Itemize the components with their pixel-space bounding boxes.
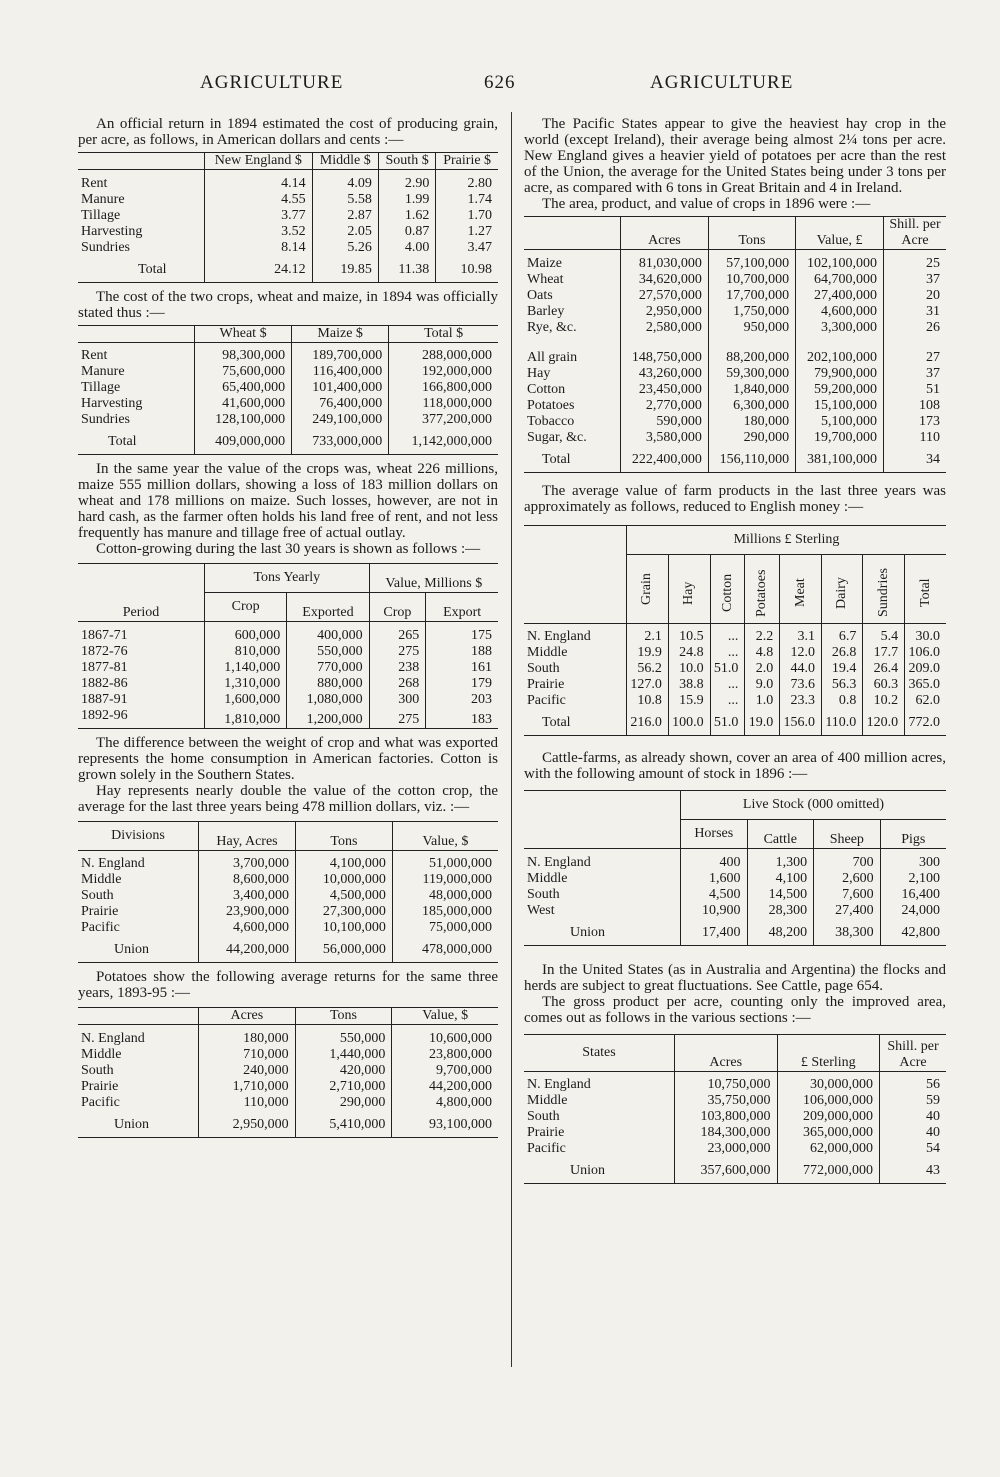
table-row: Manure 75,600,000 116,400,000 192,000,000 xyxy=(78,364,498,380)
col-header: Divisions xyxy=(111,827,165,843)
livestock-table xyxy=(524,790,946,946)
potato-table xyxy=(78,1007,498,1138)
table-row: Sugar, &c. 3,580,000 290,000 19,700,000 110 xyxy=(524,430,946,446)
table-row: N. England 10,750,000 30,000,000 56 xyxy=(524,1077,946,1093)
col-header: Middle $ xyxy=(312,153,378,170)
col-header: Total $ xyxy=(389,325,498,342)
table-row: Tillage 65,400,000 101,400,000 166,800,000 xyxy=(78,380,498,396)
col-header: Tons xyxy=(708,217,795,250)
table-row: Pacific 23,000,000 62,000,000 54 xyxy=(524,1141,946,1157)
col-header: Exported xyxy=(287,593,369,622)
paragraph: In the same year the value of the crops was, wheat 226 millions, maize 555 million dollars, showing a loss of 183 million dollars on wheat and 178 millions on maize. Such losses, however, are not in hard cash, as the farmer often holds his land free of rent, and not less frequently has manure and tillage free of actual outlay. xyxy=(78,461,498,541)
table-row: Potatoes 2,770,000 6,300,000 15,100,000 108 xyxy=(524,398,946,414)
table-row: 1887-91 1,600,000 1,080,000 300 203 xyxy=(78,692,498,708)
col-header: Dairy xyxy=(834,576,850,609)
paragraph: The Pacific States appear to give the heaviest hay crop in the world (except Ireland), their average being almost 2¼ tons per acre. New England gives a heavier yield of potatoes per acre than the rest of the Union, the average for the United States being under 3 tons per acre, as compared with 6 tons in Great Britain and 4 in Ireland. xyxy=(524,116,946,196)
table-row: Prairie 127.0 38.8 ... 9.0 73.6 56.3 60.3 365.0 xyxy=(524,677,946,693)
left-column xyxy=(78,116,498,1138)
total-row: Union 17,400 48,200 38,300 42,800 xyxy=(524,919,946,946)
col-header: Cotton xyxy=(719,573,735,612)
col-header: Grain xyxy=(639,572,655,605)
table-row: Middle 35,750,000 106,000,000 59 xyxy=(524,1093,946,1109)
table-row: Prairie 1,710,000 2,710,000 44,200,000 xyxy=(78,1079,498,1095)
col-header: Value, $ xyxy=(392,1008,498,1025)
running-head-left: AGRICULTURE xyxy=(200,72,344,93)
col-header: Acres xyxy=(675,1034,778,1071)
col-header: Prairie $ xyxy=(436,153,498,170)
table-row: Sundries 128,100,000 249,100,000 377,200,000 xyxy=(78,412,498,428)
total-row: Total 24.12 19.85 11.38 10.98 xyxy=(78,256,498,283)
col-header: Live Stock (000 omitted) xyxy=(681,791,947,820)
total-row: Total 222,400,000 156,110,000 381,100,000 34 xyxy=(524,446,946,473)
table-row: South 3,400,000 4,500,000 48,000,000 xyxy=(78,888,498,904)
table-row: 1872-76 810,000 550,000 275 188 xyxy=(78,644,498,660)
table-row: South 4,500 14,500 7,600 16,400 xyxy=(524,887,946,903)
table-row: Pacific 10.8 15.9 ... 1.0 23.3 0.8 10.2 62.0 xyxy=(524,693,946,709)
total-row: Union 357,600,000 772,000,000 43 xyxy=(524,1157,946,1184)
table-row: Pacific 4,600,000 10,100,000 75,000,000 xyxy=(78,920,498,936)
col-header: Sheep xyxy=(814,820,881,849)
col-header: Pigs xyxy=(880,820,946,849)
table-row: N. England 2.1 10.5 ... 2.2 3.1 6.7 5.4 30.0 xyxy=(524,629,946,645)
total-row: Union 44,200,000 56,000,000 478,000,000 xyxy=(78,936,498,963)
col-header: Hay xyxy=(681,580,697,605)
table-row: West 10,900 28,300 27,400 24,000 xyxy=(524,903,946,919)
table-row: Oats 27,570,000 17,700,000 27,400,000 20 xyxy=(524,288,946,304)
col-header: Value, £ xyxy=(796,217,884,250)
col-header: Sundries xyxy=(875,568,891,617)
col-header: Export xyxy=(426,593,498,622)
col-header: Millions £ Sterling xyxy=(627,525,947,554)
running-head-right: AGRICULTURE xyxy=(650,72,794,93)
col-header: Maize $ xyxy=(292,325,389,342)
table-row: South 103,800,000 209,000,000 40 xyxy=(524,1109,946,1125)
total-row: Total 216.0 100.0 51.0 19.0 156.0 110.0 120.0 772.0 xyxy=(524,709,946,736)
col-header: Total xyxy=(917,578,933,607)
table-row: Rent 4.14 4.09 2.90 2.80 xyxy=(78,176,498,192)
table-row: 1892-96 1,810,000 1,200,000 275 183 xyxy=(78,708,498,729)
paragraph: The average value of farm products in the last three years was approximately as follows, reduced to English money :— xyxy=(524,482,946,515)
table-row: Middle 19.9 24.8 ... 4.8 12.0 26.8 17.7 106.0 xyxy=(524,645,946,661)
grain-cost-table xyxy=(78,152,498,283)
hay-table xyxy=(78,821,498,964)
col-header: Crop xyxy=(369,593,426,622)
gross-product-table xyxy=(524,1034,946,1185)
paragraph: Cattle-farms, as already shown, cover an area of 400 million acres, with the following amount of stock in 1896 :— xyxy=(524,750,946,782)
total-row: Union 2,950,000 5,410,000 93,100,000 xyxy=(78,1111,498,1138)
table-row: Wheat 34,620,000 10,700,000 64,700,000 37 xyxy=(524,272,946,288)
col-header: Acres xyxy=(199,1008,296,1025)
paragraph: Potatoes show the following average returns for the same three years, 1893-95 :— xyxy=(78,969,498,1001)
table-row: Pacific 110,000 290,000 4,800,000 xyxy=(78,1095,498,1111)
paragraph: In the United States (as in Australia and Argentina) the flocks and herds are subject to great fluctuations. See Cattle, page 654. xyxy=(524,961,946,994)
table-row: N. England 400 1,300 700 300 xyxy=(524,855,946,871)
farm-products-table xyxy=(524,525,946,737)
col-header: South $ xyxy=(378,153,435,170)
crops-1896-table xyxy=(524,216,946,473)
table-row: Rent 98,300,000 189,700,000 288,000,000 xyxy=(78,348,498,364)
table-row: Maize 81,030,000 57,100,000 102,100,000 25 xyxy=(524,256,946,272)
cotton-table xyxy=(78,563,498,729)
col-header: States xyxy=(582,1044,616,1060)
paragraph: The area, product, and value of crops in 1896 were :— xyxy=(542,196,871,212)
col-header: Meat xyxy=(792,578,808,607)
col-header: Wheat $ xyxy=(195,325,292,342)
table-row: Barley 2,950,000 1,750,000 4,600,000 31 xyxy=(524,304,946,320)
col-header: Acres xyxy=(621,217,709,250)
table-row: Manure 4.55 5.58 1.99 1.74 xyxy=(78,192,498,208)
col-header: Cattle xyxy=(747,820,814,849)
col-header: Hay, Acres xyxy=(199,821,296,850)
col-header: Tons xyxy=(295,1008,392,1025)
table-row: Tillage 3.77 2.87 1.62 1.70 xyxy=(78,208,498,224)
table-row: N. England 180,000 550,000 10,600,000 xyxy=(78,1031,498,1047)
table-row: South 240,000 420,000 9,700,000 xyxy=(78,1063,498,1079)
paragraph: The cost of the two crops, wheat and maize, in 1894 was officially stated thus :— xyxy=(78,288,498,321)
col-header: Period xyxy=(78,564,205,622)
table-row: Cotton 23,450,000 1,840,000 59,200,000 51 xyxy=(524,382,946,398)
table-row: N. England 3,700,000 4,100,000 51,000,000 xyxy=(78,856,498,872)
table-row: All grain 148,750,000 88,200,000 202,100,000 27 xyxy=(524,350,946,366)
table-row: 1882-86 1,310,000 880,000 268 179 xyxy=(78,676,498,692)
paragraph: An official return in 1894 estimated the cost of producing grain, per acre, as follows, in American dollars and cents :— xyxy=(78,116,498,148)
col-header: Shill. per Acre xyxy=(880,1034,947,1071)
wheat-maize-table xyxy=(78,325,498,456)
col-header: Tons xyxy=(295,821,392,850)
table-row: South 56.2 10.0 51.0 2.0 44.0 19.4 26.4 209.0 xyxy=(524,661,946,677)
table-row: Prairie 184,300,000 365,000,000 40 xyxy=(524,1125,946,1141)
table-row: Tobacco 590,000 180,000 5,100,000 173 xyxy=(524,414,946,430)
col-header: New England $ xyxy=(205,153,313,170)
table-row: Middle 710,000 1,440,000 23,800,000 xyxy=(78,1047,498,1063)
table-row: Hay 43,260,000 59,300,000 79,900,000 37 xyxy=(524,366,946,382)
col-header: Value, $ xyxy=(392,821,498,850)
table-row: Sundries 8.14 5.26 4.00 3.47 xyxy=(78,240,498,256)
total-row: Total 409,000,000 733,000,000 1,142,000,000 xyxy=(78,428,498,455)
table-row: Middle 8,600,000 10,000,000 119,000,000 xyxy=(78,872,498,888)
col-header: Crop xyxy=(205,593,287,622)
table-row: Harvesting 41,600,000 76,400,000 118,000,000 xyxy=(78,396,498,412)
table-row: Middle 1,600 4,100 2,600 2,100 xyxy=(524,871,946,887)
paragraph: Cotton-growing during the last 30 years is shown as follows :— xyxy=(96,541,481,557)
col-header: £ Sterling xyxy=(777,1034,880,1071)
table-row: Prairie 23,900,000 27,300,000 185,000,000 xyxy=(78,904,498,920)
table-row: 1867-71 600,000 400,000 265 175 xyxy=(78,628,498,644)
column-divider xyxy=(511,112,512,1367)
table-row: 1877-81 1,140,000 770,000 238 161 xyxy=(78,660,498,676)
paragraph: The difference between the weight of crop and what was exported represents the home consumption in American factories. Cotton is grown solely in the Southern States. xyxy=(78,734,498,783)
page-number: 626 xyxy=(484,72,516,93)
paragraph: Hay represents nearly double the value of the cotton crop, the average for the last three years being 478 million dollars, viz. :— xyxy=(78,782,498,815)
paragraph: The gross product per acre, counting only the improved area, comes out as follows in the various sections :— xyxy=(524,993,946,1026)
table-row: Rye, &c. 2,580,000 950,000 3,300,000 26 xyxy=(524,320,946,336)
col-header: Horses xyxy=(681,820,748,849)
col-header: Value, Millions $ xyxy=(369,564,498,593)
right-column xyxy=(524,116,946,1184)
col-header: Shill. per Acre xyxy=(884,217,947,250)
table-row: Harvesting 3.52 2.05 0.87 1.27 xyxy=(78,224,498,240)
col-header: Potatoes xyxy=(754,568,770,617)
col-header: Tons Yearly xyxy=(205,564,370,593)
